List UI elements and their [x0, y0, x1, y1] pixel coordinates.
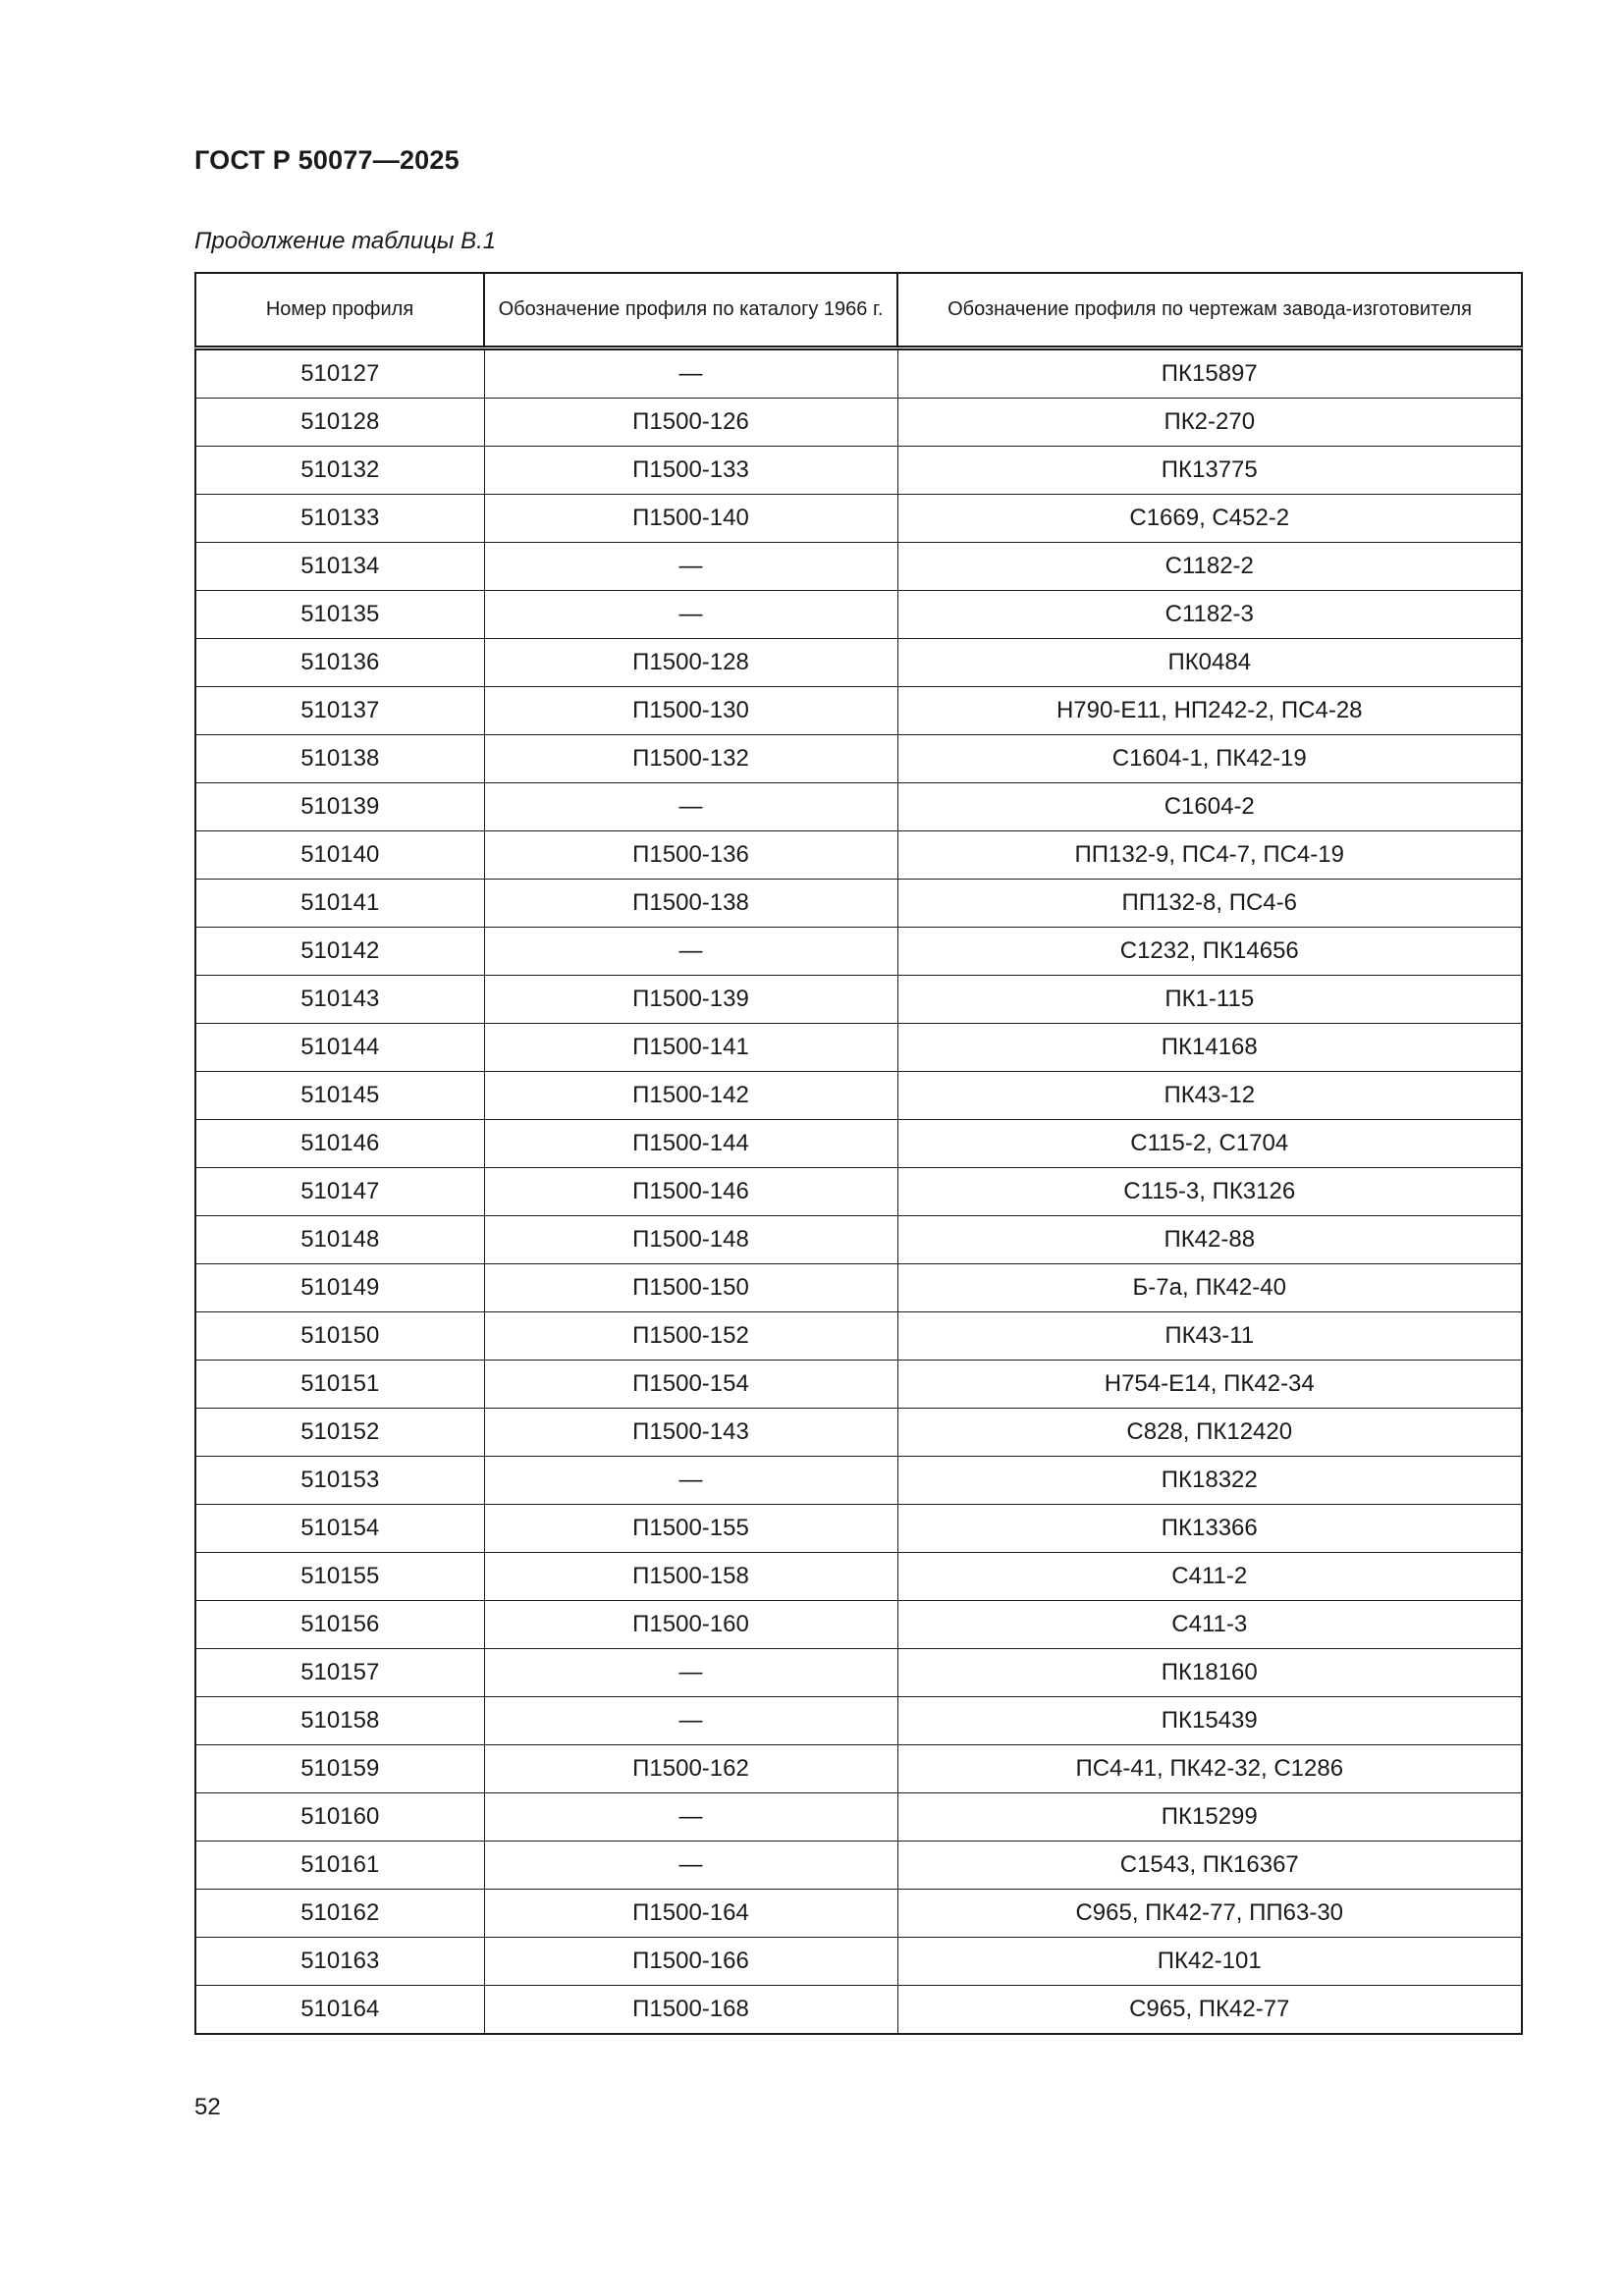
table-row	[195, 495, 1522, 543]
cell-catalog-designation: П1500-168	[484, 1986, 897, 2035]
cell-factory-designation: С1182-3	[897, 591, 1522, 639]
cell-profile-number: 510160	[195, 1793, 484, 1842]
table-row	[195, 1986, 1522, 2035]
table-row	[195, 831, 1522, 880]
cell-catalog-designation: —	[484, 1649, 897, 1697]
table-row	[195, 1697, 1522, 1745]
cell-catalog-designation: П1500-142	[484, 1072, 897, 1120]
cell-factory-designation: С965, ПК42-77, ПП63-30	[897, 1890, 1522, 1938]
cell-profile-number: 510159	[195, 1745, 484, 1793]
cell-profile-number: 510147	[195, 1168, 484, 1216]
table-header	[195, 273, 1522, 348]
table-row	[195, 348, 1522, 399]
cell-catalog-designation: П1500-164	[484, 1890, 897, 1938]
cell-catalog-designation: П1500-139	[484, 976, 897, 1024]
table-row	[195, 880, 1522, 928]
cell-profile-number: 510148	[195, 1216, 484, 1264]
cell-profile-number: 510137	[195, 687, 484, 735]
cell-profile-number: 510146	[195, 1120, 484, 1168]
cell-profile-number: 510135	[195, 591, 484, 639]
table-row	[195, 1505, 1522, 1553]
cell-factory-designation: ПК18322	[897, 1457, 1522, 1505]
table-row	[195, 1072, 1522, 1120]
cell-profile-number: 510163	[195, 1938, 484, 1986]
cell-profile-number: 510139	[195, 783, 484, 831]
cell-profile-number: 510127	[195, 348, 484, 399]
cell-catalog-designation: —	[484, 1842, 897, 1890]
cell-catalog-designation: —	[484, 348, 897, 399]
cell-factory-designation: ПК0484	[897, 639, 1522, 687]
cell-factory-designation: С115-2, С1704	[897, 1120, 1522, 1168]
table-row	[195, 687, 1522, 735]
table-row	[195, 735, 1522, 783]
cell-profile-number: 510141	[195, 880, 484, 928]
cell-profile-number: 510158	[195, 1697, 484, 1745]
table-body	[195, 348, 1522, 2035]
cell-profile-number: 510162	[195, 1890, 484, 1938]
cell-profile-number: 510153	[195, 1457, 484, 1505]
cell-factory-designation: ПК14168	[897, 1024, 1522, 1072]
cell-factory-designation: ПК15299	[897, 1793, 1522, 1842]
table-row	[195, 1024, 1522, 1072]
cell-catalog-designation: П1500-132	[484, 735, 897, 783]
cell-profile-number: 510138	[195, 735, 484, 783]
table-caption: Продолжение таблицы В.1	[194, 228, 497, 254]
cell-factory-designation: ПК42-88	[897, 1216, 1522, 1264]
cell-factory-designation: С115-3, ПК3126	[897, 1168, 1522, 1216]
cell-catalog-designation: П1500-148	[484, 1216, 897, 1264]
cell-profile-number: 510152	[195, 1409, 484, 1457]
cell-factory-designation: С1543, ПК16367	[897, 1842, 1522, 1890]
table-row	[195, 1938, 1522, 1986]
cell-catalog-designation: —	[484, 1457, 897, 1505]
cell-factory-designation: С828, ПК12420	[897, 1409, 1522, 1457]
table-row	[195, 1216, 1522, 1264]
table-row	[195, 976, 1522, 1024]
cell-factory-designation: ПК15439	[897, 1697, 1522, 1745]
document-code: ГОСТ Р 50077—2025	[194, 145, 460, 175]
cell-profile-number: 510142	[195, 928, 484, 976]
cell-profile-number: 510149	[195, 1264, 484, 1312]
table-row	[195, 928, 1522, 976]
cell-factory-designation: Б-7а, ПК42-40	[897, 1264, 1522, 1312]
table-row	[195, 399, 1522, 447]
cell-factory-designation: ПК2-270	[897, 399, 1522, 447]
cell-factory-designation: С411-2	[897, 1553, 1522, 1601]
cell-factory-designation: С1604-1, ПК42-19	[897, 735, 1522, 783]
cell-factory-designation: ПС4-41, ПК42-32, С1286	[897, 1745, 1522, 1793]
cell-factory-designation: ПК42-101	[897, 1938, 1522, 1986]
cell-catalog-designation: П1500-140	[484, 495, 897, 543]
cell-factory-designation: С1669, С452-2	[897, 495, 1522, 543]
table-row	[195, 543, 1522, 591]
cell-catalog-designation: П1500-138	[484, 880, 897, 928]
cell-profile-number: 510150	[195, 1312, 484, 1361]
cell-profile-number: 510136	[195, 639, 484, 687]
table-row	[195, 591, 1522, 639]
table-row	[195, 447, 1522, 495]
table-row	[195, 1842, 1522, 1890]
cell-catalog-designation: —	[484, 1697, 897, 1745]
cell-profile-number: 510161	[195, 1842, 484, 1890]
column-header-catalog-designation: Обозначение профиля по каталогу 1966 г.	[484, 273, 897, 348]
cell-factory-designation: ПК43-12	[897, 1072, 1522, 1120]
cell-profile-number: 510156	[195, 1601, 484, 1649]
cell-factory-designation: ПК1-115	[897, 976, 1522, 1024]
cell-profile-number: 510140	[195, 831, 484, 880]
cell-catalog-designation: П1500-155	[484, 1505, 897, 1553]
cell-profile-number: 510164	[195, 1986, 484, 2035]
header-row	[195, 273, 1522, 348]
table-row	[195, 1890, 1522, 1938]
cell-factory-designation: ПП132-9, ПС4-7, ПС4-19	[897, 831, 1522, 880]
cell-profile-number: 510134	[195, 543, 484, 591]
cell-catalog-designation: —	[484, 928, 897, 976]
table-row	[195, 1793, 1522, 1842]
cell-catalog-designation: П1500-133	[484, 447, 897, 495]
table-row	[195, 1409, 1522, 1457]
cell-factory-designation: ПК15897	[897, 348, 1522, 399]
cell-factory-designation: ПП132-8, ПС4-6	[897, 880, 1522, 928]
table-row	[195, 1312, 1522, 1361]
cell-catalog-designation: П1500-158	[484, 1553, 897, 1601]
cell-profile-number: 510133	[195, 495, 484, 543]
cell-catalog-designation: —	[484, 591, 897, 639]
cell-factory-designation: С1604-2	[897, 783, 1522, 831]
table-row	[195, 1120, 1522, 1168]
cell-profile-number: 510155	[195, 1553, 484, 1601]
page-number: 52	[194, 2094, 221, 2120]
table-row	[195, 1264, 1522, 1312]
cell-factory-designation: Н754-Е14, ПК42-34	[897, 1361, 1522, 1409]
cell-catalog-designation: П1500-144	[484, 1120, 897, 1168]
cell-catalog-designation: П1500-146	[484, 1168, 897, 1216]
cell-factory-designation: С965, ПК42-77	[897, 1986, 1522, 2035]
table-row	[195, 639, 1522, 687]
cell-factory-designation: ПК13775	[897, 447, 1522, 495]
cell-catalog-designation: П1500-154	[484, 1361, 897, 1409]
column-header-factory-designation: Обозначение профиля по чертежам завода-изготовителя	[897, 273, 1522, 348]
cell-catalog-designation: П1500-150	[484, 1264, 897, 1312]
cell-catalog-designation: П1500-162	[484, 1745, 897, 1793]
cell-catalog-designation: П1500-128	[484, 639, 897, 687]
table-row	[195, 1601, 1522, 1649]
cell-catalog-designation: П1500-126	[484, 399, 897, 447]
cell-profile-number: 510144	[195, 1024, 484, 1072]
cell-profile-number: 510151	[195, 1361, 484, 1409]
cell-profile-number: 510145	[195, 1072, 484, 1120]
cell-catalog-designation: —	[484, 783, 897, 831]
cell-catalog-designation: П1500-136	[484, 831, 897, 880]
cell-catalog-designation: П1500-130	[484, 687, 897, 735]
cell-catalog-designation: —	[484, 543, 897, 591]
cell-profile-number: 510157	[195, 1649, 484, 1697]
cell-catalog-designation: П1500-152	[484, 1312, 897, 1361]
table-row	[195, 1168, 1522, 1216]
table-row	[195, 1457, 1522, 1505]
cell-profile-number: 510132	[195, 447, 484, 495]
table-row	[195, 1361, 1522, 1409]
cell-profile-number: 510154	[195, 1505, 484, 1553]
column-header-profile-number: Номер профиля	[195, 273, 484, 348]
table-row	[195, 1649, 1522, 1697]
profiles-table	[194, 272, 1523, 2035]
cell-profile-number: 510128	[195, 399, 484, 447]
cell-factory-designation: ПК43-11	[897, 1312, 1522, 1361]
cell-catalog-designation: П1500-160	[484, 1601, 897, 1649]
cell-catalog-designation: —	[484, 1793, 897, 1842]
cell-catalog-designation: П1500-166	[484, 1938, 897, 1986]
cell-catalog-designation: П1500-143	[484, 1409, 897, 1457]
cell-factory-designation: Н790-Е11, НП242-2, ПС4-28	[897, 687, 1522, 735]
cell-factory-designation: С1232, ПК14656	[897, 928, 1522, 976]
cell-profile-number: 510143	[195, 976, 484, 1024]
cell-factory-designation: ПК18160	[897, 1649, 1522, 1697]
table-row	[195, 783, 1522, 831]
cell-factory-designation: ПК13366	[897, 1505, 1522, 1553]
table-row	[195, 1745, 1522, 1793]
cell-factory-designation: С411-3	[897, 1601, 1522, 1649]
cell-factory-designation: С1182-2	[897, 543, 1522, 591]
cell-catalog-designation: П1500-141	[484, 1024, 897, 1072]
table-row	[195, 1553, 1522, 1601]
